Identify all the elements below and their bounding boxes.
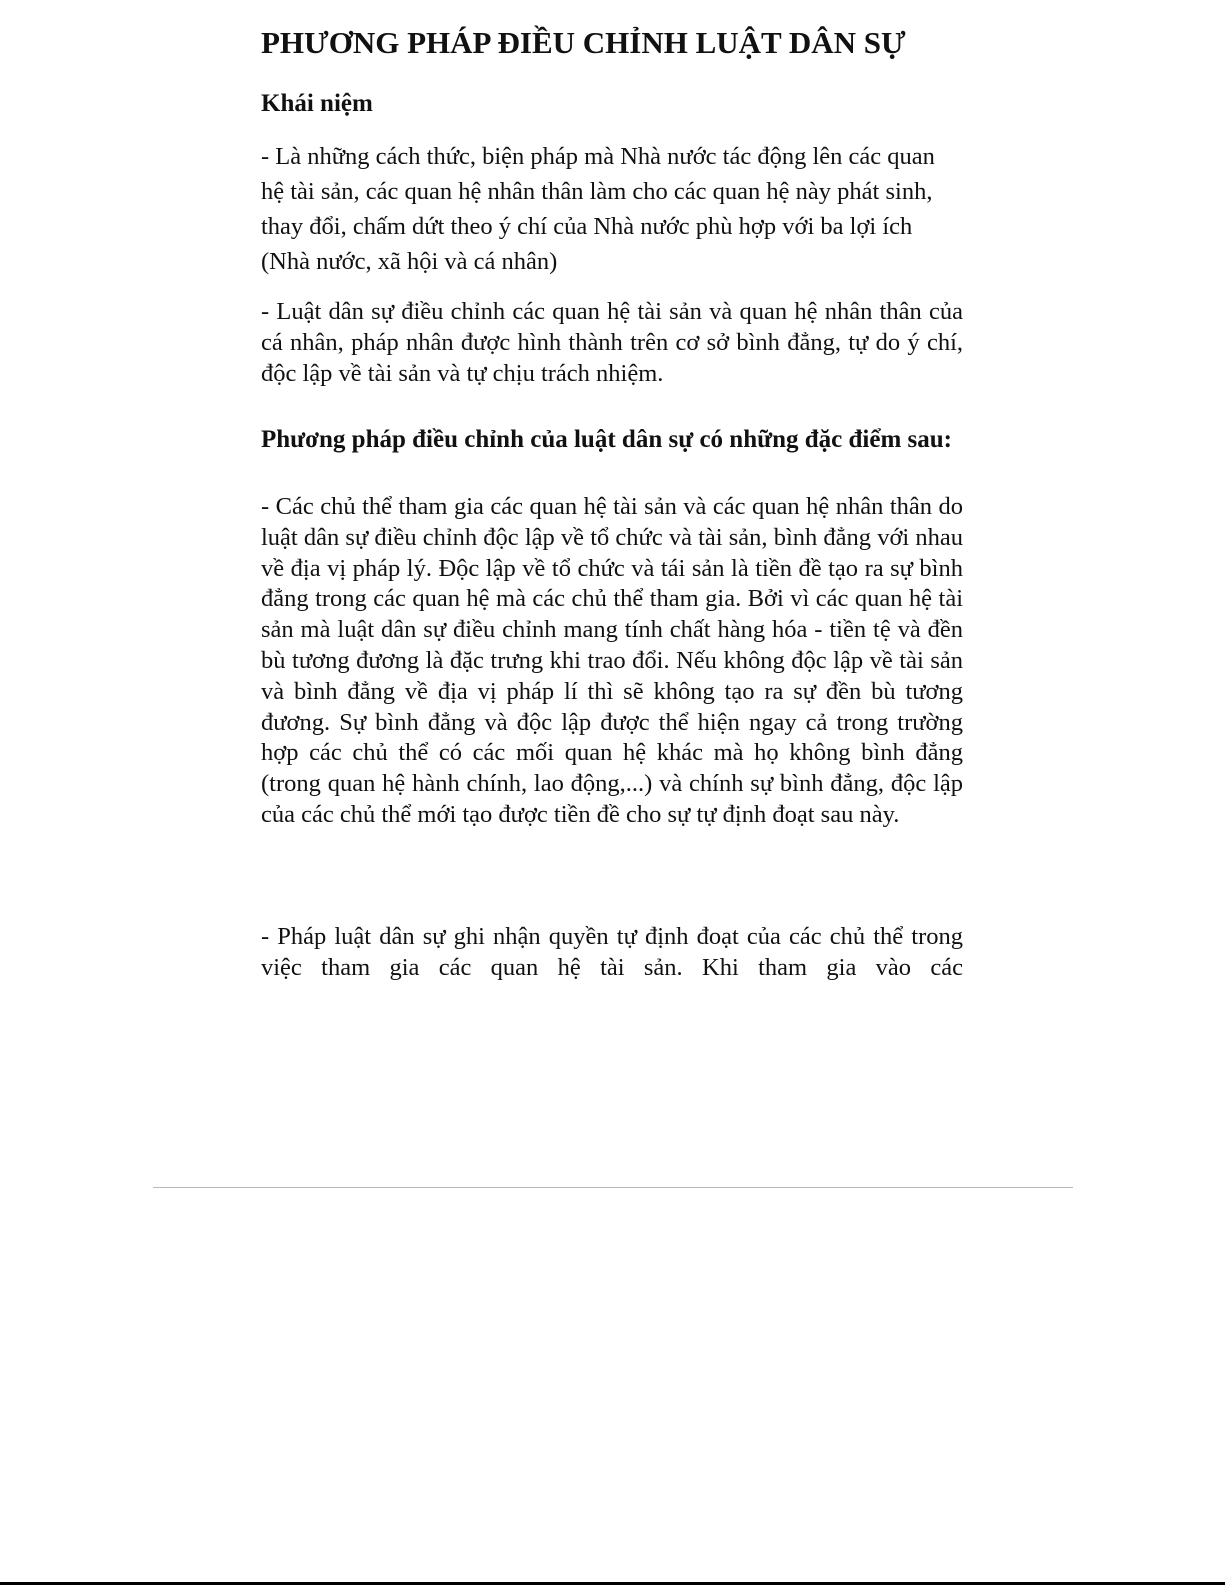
page-divider [153,1187,1073,1188]
paragraph-definition-2: - Luật dân sự điều chỉnh các quan hệ tài sản và quan hệ nhân thân của cá nhân, pháp nhân được hình thành trên cơ sở bình đẳng, tự do ý chí, độc lập về tài sản và tự chịu trách nhiệm. [261,298,963,387]
paragraph-characteristics-2: - Pháp luật dân sự ghi nhận quyền tự định đoạt của các chủ thể trong việc tham gia các quan hệ tài sản. Khi tham gia vào các [261,923,963,981]
section-heading-khai-niem: Khái niệm [261,90,373,117]
paragraph-characteristics-1: - Các chủ thể tham gia các quan hệ tài sản và các quan hệ nhân thân do luật dân sự điều chỉnh độc lập về tổ chức và tài sản, bình đẳng với nhau về địa vị pháp lý. Độc lập về tổ chức và tái sản là tiền đề tạo ra sự bình đẳng trong các quan hệ mà các chủ thể tham gia. Bởi vì các quan hệ tài sản mà luật dân sự điều chỉnh mang tính chất hàng hóa - tiền tệ và đền bù tương đương là đặc trưng khi trao đổi. Nếu không độc lập về tài sản và bình đẳng về địa vị pháp lí thì sẽ không tạo ra sự đền bù tương đương. Sự bình đẳng và độc lập được thể hiện ngay cả trong trường hợp các chủ thể có các mối quan hệ khác mà họ không bình đẳng (trong quan hệ hành chính, lao động,...) và chính sự bình đẳng, độc lập của các chủ thể mới tạo được tiền đề cho sự tự định đoạt sau này. [261,493,963,828]
paragraph-definition-1: - Là những cách thức, biện pháp mà Nhà nước tác động lên các quan hệ tài sản, các quan hệ nhân thân làm cho các quan hệ này phát sinh, thay đổi, chấm dứt theo ý chí của Nhà nước phù hợp với ba lợi ích (Nhà nước, xã hội và cá nhân) [261,143,935,275]
section-heading-phuong-phap: Phương pháp điều chỉnh của luật dân sự có những đặc điểm sau: [261,426,952,453]
document-title: PHƯƠNG PHÁP ĐIỀU CHỈNH LUẬT DÂN SỰ [261,25,906,60]
